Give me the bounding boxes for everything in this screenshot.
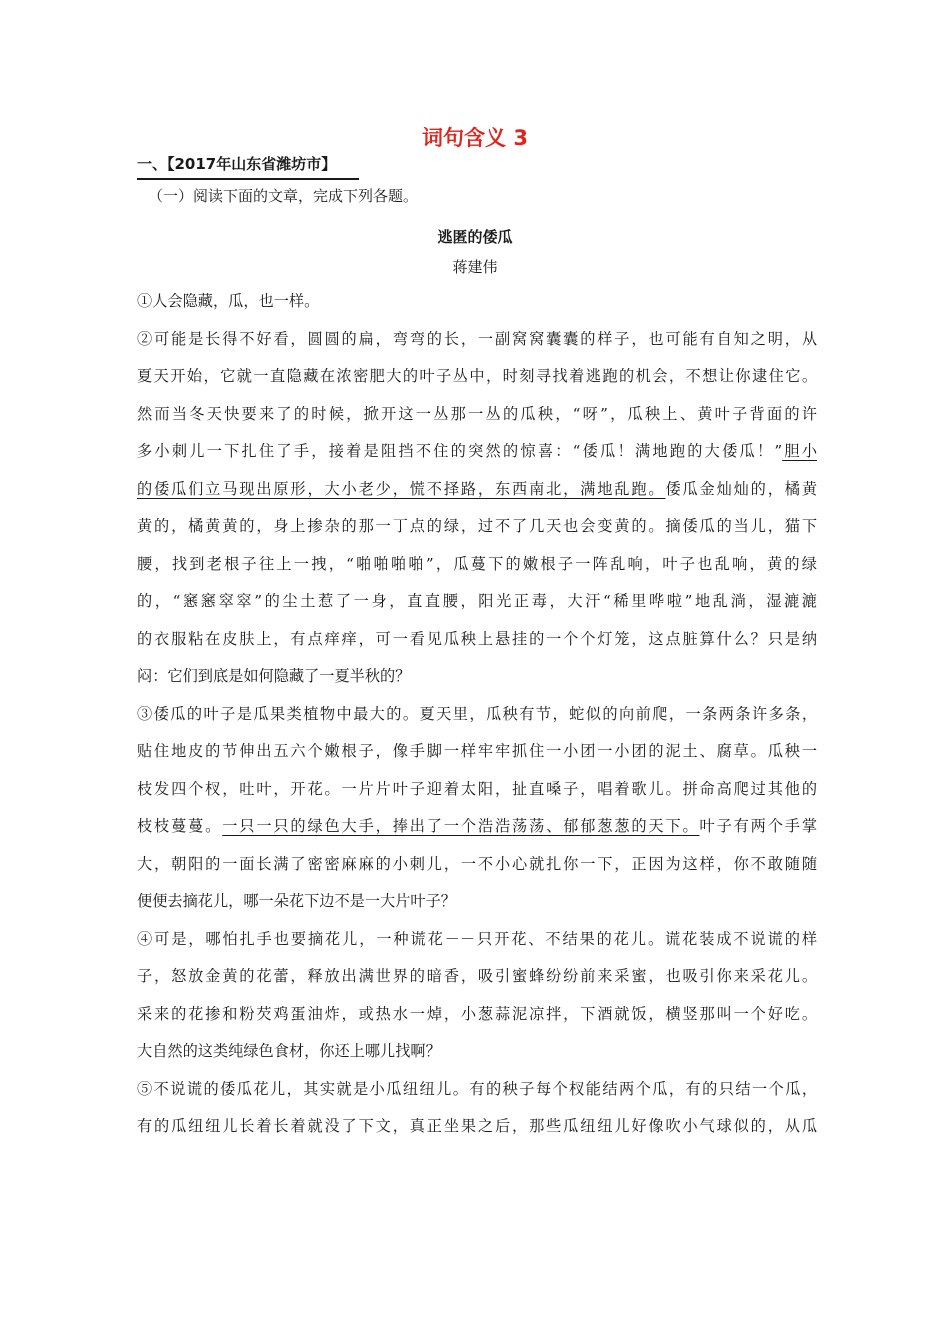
paragraph-line bbox=[137, 554, 817, 574]
line-text: 的衣服粘在皮肤上，有点痒痒，可一看见瓜秧上悬挂的一个个灯笼，这点脏算什么？只是纳 bbox=[137, 629, 817, 648]
line-text: 夏天开始，它就一直隐藏在浓密肥大的叶子丛中，时刻寻找着逃跑的机会，不想让你逮住它。 bbox=[137, 367, 817, 385]
paragraph-line bbox=[137, 479, 817, 499]
paragraph-line bbox=[137, 929, 817, 949]
line-text: 贴住地皮的节伸出五六个嫩根子，像手脚一样牢牢抓住一小团一小团的泥土、腐草。瓜秧一 bbox=[137, 742, 817, 760]
line-text: 枝枝蔓蔓。 bbox=[137, 817, 223, 835]
line-text: 黄的，橘黄黄的，身上掺杂的那一丁点的绿，过不了几天也会变黄的。摘倭瓜的当儿，猫下 bbox=[137, 517, 817, 535]
line-text: 多小刺儿一下扎住了手，接着是阻挡不住的突然的惊喜：“倭瓜！满地跑的大倭瓜！” bbox=[137, 442, 783, 460]
paragraph-line bbox=[137, 741, 817, 761]
paragraph-line bbox=[137, 441, 817, 461]
section-underline bbox=[137, 178, 359, 180]
reading-instruction: （一）阅读下面的文章，完成下列各题。 bbox=[148, 187, 419, 205]
line-text: ④可是，哪怕扎手也要摘花儿，一种谎花－－只开花、不结果的花儿。谎花装成不说谎的样 bbox=[137, 929, 817, 948]
line-text: 枝发四个杈，吐叶，开花。一片片叶子迎着太阳，扯直嗓子，唱着歌儿。拼命高爬过其他的 bbox=[137, 779, 817, 798]
paragraph-line bbox=[137, 854, 817, 874]
article-author: 蒋建伟 bbox=[452, 258, 498, 276]
paragraph-line bbox=[137, 704, 817, 724]
line-text: 便便去摘花儿，哪一朵花下边不是一大片叶子？ bbox=[137, 892, 456, 910]
document-title: 词句含义 3 bbox=[422, 126, 528, 150]
paragraph-line bbox=[137, 1004, 817, 1024]
paragraph-line bbox=[137, 366, 817, 386]
line-text-after: 倭瓜金灿灿的，橘黄 bbox=[665, 479, 818, 498]
paragraph-line bbox=[137, 666, 817, 686]
article-title: 逃匿的倭瓜 bbox=[437, 228, 513, 246]
paragraph-line bbox=[137, 816, 817, 836]
paragraph-line bbox=[137, 291, 817, 311]
line-text: 然而当冬天快要来了的时候，掀开这一丛那一丛的瓜秧，“呀”，瓜秧上、黄叶子背面的许 bbox=[137, 404, 817, 423]
line-text: 大，朝阳的一面长满了密密麻麻的小刺儿，一不小心就扎你一下，正因为这样，你不敢随随 bbox=[137, 854, 817, 873]
underlined-sentence: 胆小 bbox=[782, 442, 818, 460]
line-text: ①人会隐藏，瓜，也一样。 bbox=[137, 292, 320, 310]
line-text: 有的瓜纽纽儿长着长着就没了下文，真正坐果之后，那些瓜纽纽儿好像吹小气球似的，从瓜 bbox=[137, 1117, 817, 1135]
paragraph-line bbox=[137, 329, 817, 349]
underlined-sentence: 的倭瓜们立马现出原形，大小老少，慌不择路，东西南北，满地乱跑。 bbox=[137, 479, 666, 498]
line-text: 大自然的这类纯绿色食材，你还上哪儿找啊？ bbox=[137, 1042, 441, 1060]
paragraph-line bbox=[137, 516, 817, 536]
line-text: 的，“窸窸窣窣”的尘土惹了一身，直直腰，阳光正毒，大汗“稀里哗啦”地乱淌，湿漉漉 bbox=[137, 592, 817, 610]
paragraph-line bbox=[137, 1079, 817, 1099]
paragraph-line bbox=[137, 629, 817, 649]
section-heading: 一、【2017年山东省潍坊市】 bbox=[137, 155, 337, 173]
paragraph-line bbox=[137, 591, 817, 611]
paragraph-line bbox=[137, 404, 817, 424]
paragraph-line bbox=[137, 966, 817, 986]
underlined-sentence: 一只一只的绿色大手，捧出了一个浩浩荡荡、郁郁葱葱的天下。 bbox=[222, 817, 700, 835]
paragraph-line bbox=[137, 1041, 817, 1061]
line-text: ⑤不说谎的倭瓜花儿，其实就是小瓜纽纽儿。有的秧子每个杈能结两个瓜，有的只结一个瓜， bbox=[137, 1079, 817, 1098]
line-text-after: 叶子有两个手掌 bbox=[699, 817, 818, 835]
paragraph-line bbox=[137, 891, 817, 911]
line-text: ②可能是长得不好看，圆圆的扁，弯弯的长，一副窝窝囊囊的样子，也可能有自知之明，从 bbox=[137, 329, 817, 348]
paragraph-line bbox=[137, 779, 817, 799]
line-text: 子，怒放金黄的花蕾，释放出满世界的暗香，吸引蜜蜂纷纷前来采蜜，也吸引你来采花儿。 bbox=[137, 967, 817, 985]
line-text: 闷：它们到底是如何隐藏了一夏半秋的？ bbox=[137, 667, 411, 685]
paragraph-line bbox=[137, 1116, 817, 1136]
line-text: 腰，找到老根子往上一拽，“啪啪啪啪”，瓜蔓下的嫩根子一阵乱响，叶子也乱响，黄的绿 bbox=[137, 554, 817, 573]
line-text: 采来的花掺和粉芡鸡蛋油炸，或热水一焯，小葱蒜泥凉拌，下酒就饭，横竖那叫一个好吃。 bbox=[137, 1004, 817, 1023]
line-text: ③倭瓜的叶子是瓜果类植物中最大的。夏天里，瓜秧有节，蛇似的向前爬，一条两条许多条， bbox=[137, 704, 817, 723]
